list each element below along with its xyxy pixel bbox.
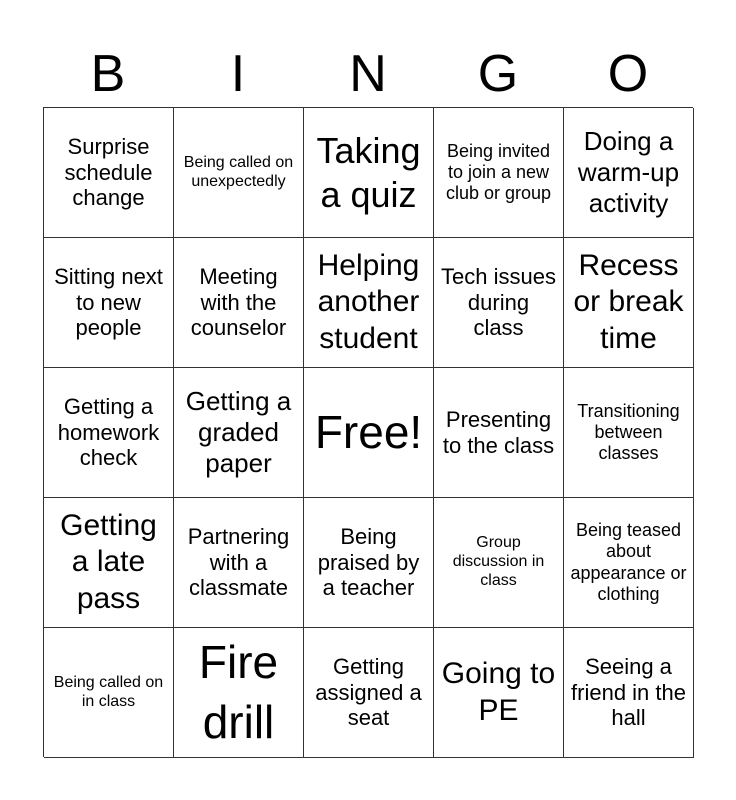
- bingo-cell[interactable]: [44, 628, 174, 758]
- cell-text: Seeing a friend in the hall: [571, 653, 686, 731]
- bingo-cell[interactable]: [564, 368, 694, 498]
- cell-text: Going to PE: [441, 656, 556, 727]
- header-letter-n: N: [349, 45, 387, 103]
- cell-text: Presenting to the class: [442, 406, 555, 458]
- bingo-cell[interactable]: [564, 108, 694, 238]
- bingo-cell[interactable]: [304, 238, 434, 368]
- bingo-cell[interactable]: [174, 238, 304, 368]
- free-space-text: Free!: [314, 406, 423, 459]
- bingo-cell[interactable]: [174, 108, 304, 238]
- cell-text: Being invited to join a new club or group: [445, 140, 552, 204]
- bingo-cell[interactable]: [434, 368, 564, 498]
- cell-text: Getting a graded paper: [185, 386, 292, 478]
- cell-text: Getting assigned a seat: [315, 653, 422, 731]
- bingo-cell[interactable]: [434, 628, 564, 758]
- bingo-cell[interactable]: [174, 628, 304, 758]
- cell-text: Getting a homework check: [57, 393, 160, 471]
- free-space-cell[interactable]: [304, 368, 434, 498]
- cell-text: Helping another student: [317, 248, 420, 355]
- cell-text: Recess or break time: [573, 248, 684, 355]
- cell-text: Group discussion in class: [452, 534, 545, 589]
- header-letter-o: O: [607, 45, 649, 103]
- bingo-cell[interactable]: [434, 498, 564, 628]
- cell-text: Being teased about appearance or clothing: [570, 520, 687, 604]
- cell-text: Fire drill: [198, 635, 279, 748]
- bingo-cell[interactable]: [174, 498, 304, 628]
- bingo-cell[interactable]: [564, 498, 694, 628]
- bingo-cell[interactable]: [44, 108, 174, 238]
- cell-text: Taking a quiz: [316, 130, 421, 215]
- cell-text: Transitioning between classes: [577, 400, 680, 464]
- cell-text: Being called on in class: [53, 673, 164, 710]
- bingo-cell[interactable]: [44, 368, 174, 498]
- cell-text: Sitting next to new people: [54, 263, 163, 341]
- bingo-cell[interactable]: [44, 498, 174, 628]
- header-letter-b: B: [90, 45, 126, 103]
- cell-text: Tech issues during class: [441, 263, 556, 341]
- cell-text: Meeting with the counselor: [190, 263, 287, 341]
- bingo-cell[interactable]: [174, 368, 304, 498]
- bingo-board: [43, 107, 693, 757]
- header-letter-i: I: [230, 45, 246, 103]
- header-letter-g: G: [477, 45, 519, 103]
- bingo-cell[interactable]: [304, 108, 434, 238]
- bingo-cell[interactable]: [564, 238, 694, 368]
- cell-text: Surprise schedule change: [64, 133, 153, 211]
- cell-text: Partnering with a classmate: [187, 523, 290, 601]
- bingo-cell[interactable]: [44, 238, 174, 368]
- bingo-cell[interactable]: [564, 628, 694, 758]
- bingo-cell[interactable]: [304, 498, 434, 628]
- cell-text: Doing a warm-up activity: [577, 126, 680, 218]
- bingo-cell[interactable]: [434, 238, 564, 368]
- cell-text: Being praised by a teacher: [317, 523, 420, 601]
- bingo-cell[interactable]: [304, 628, 434, 758]
- cell-text: Getting a late pass: [60, 508, 157, 615]
- bingo-cell[interactable]: [434, 108, 564, 238]
- bingo-header: [43, 42, 693, 106]
- cell-text: Being called on unexpectedly: [183, 153, 294, 190]
